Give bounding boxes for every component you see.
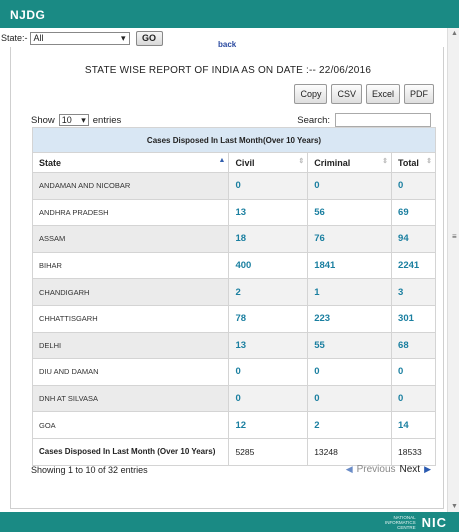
org-name-line: NATIONAL [393, 514, 416, 520]
previous-arrow-icon[interactable]: ◀ [345, 464, 353, 474]
criminal-link[interactable]: 56 [308, 199, 392, 226]
total-link[interactable]: 0 [392, 359, 436, 386]
search-input[interactable] [335, 113, 431, 127]
state-cell: DELHI [33, 332, 229, 359]
entries-length-control [31, 114, 121, 126]
footer-grand-total: 18533 [392, 438, 436, 465]
civil-link[interactable]: 13 [229, 332, 308, 359]
state-cell: DNH AT SILVASA [33, 385, 229, 412]
state-select-value: All [33, 33, 44, 43]
pdf-button[interactable]: PDF [404, 84, 434, 104]
table-row [33, 252, 436, 279]
civil-link[interactable]: 12 [229, 412, 308, 439]
criminal-link[interactable]: 0 [308, 385, 392, 412]
org-name-line: INFORMATICS [384, 519, 416, 525]
civil-link[interactable]: 0 [229, 173, 308, 200]
show-label: Show [31, 114, 55, 126]
excel-button[interactable]: Excel [366, 84, 400, 104]
column-header-state[interactable] [33, 153, 229, 173]
footer-civil-total: 5285 [229, 438, 308, 465]
column-label: Total [398, 157, 419, 168]
table-row [33, 359, 436, 386]
total-link[interactable]: 0 [392, 385, 436, 412]
column-header-total[interactable] [392, 153, 436, 173]
back-link[interactable]: back [218, 40, 237, 49]
next-button[interactable]: Next [399, 464, 421, 475]
civil-link[interactable]: 78 [229, 305, 308, 332]
sort-both-icon: ⇕ [426, 158, 432, 165]
state-select[interactable] [30, 32, 130, 45]
table-row [33, 305, 436, 332]
state-cell: GOA [33, 412, 229, 439]
state-cell: BIHAR [33, 252, 229, 279]
search-label: Search: [297, 114, 330, 126]
report-table [32, 127, 436, 466]
state-cell: DIU AND DAMAN [33, 359, 229, 386]
column-header-criminal[interactable] [308, 153, 392, 173]
criminal-link[interactable]: 1841 [308, 252, 392, 279]
entries-length-select[interactable] [59, 114, 89, 126]
org-name [385, 515, 416, 530]
criminal-link[interactable]: 55 [308, 332, 392, 359]
app-header [0, 0, 459, 28]
vertical-scrollbar[interactable] [447, 28, 459, 512]
state-cell: ASSAM [33, 226, 229, 253]
total-link[interactable]: 94 [392, 226, 436, 253]
footer-criminal-total: 13248 [308, 438, 392, 465]
go-button[interactable]: GO [136, 31, 163, 46]
criminal-link[interactable]: 1 [308, 279, 392, 306]
footer-label: Cases Disposed In Last Month (Over 10 Years) [33, 438, 229, 465]
scroll-up-icon[interactable]: ▲ [451, 30, 458, 37]
pagination [346, 464, 431, 475]
column-header-civil[interactable] [229, 153, 308, 173]
previous-button[interactable]: Previous [356, 464, 396, 475]
civil-link[interactable]: 0 [229, 359, 308, 386]
report-title: STATE WISE REPORT OF INDIA AS ON DATE :-- 22/06/2016 [84, 65, 372, 76]
civil-link[interactable]: 2 [229, 279, 308, 306]
state-label: State:- [1, 33, 28, 43]
criminal-link[interactable]: 223 [308, 305, 392, 332]
total-link[interactable]: 2241 [392, 252, 436, 279]
total-link[interactable]: 69 [392, 199, 436, 226]
column-label: State [39, 157, 62, 168]
total-link[interactable]: 68 [392, 332, 436, 359]
total-link[interactable]: 3 [392, 279, 436, 306]
copy-button[interactable]: Copy [294, 84, 327, 104]
state-cell: CHANDIGARH [33, 279, 229, 306]
total-link[interactable]: 14 [392, 412, 436, 439]
civil-link[interactable]: 18 [229, 226, 308, 253]
chevron-down-icon: ▾ [81, 114, 86, 125]
total-link[interactable]: 0 [392, 173, 436, 200]
sort-both-icon: ⇕ [298, 158, 305, 165]
nic-logo: NIC [421, 514, 447, 530]
page-footer [0, 512, 459, 532]
civil-link[interactable]: 0 [229, 385, 308, 412]
report-panel [10, 47, 444, 509]
entries-label: entries [92, 114, 122, 126]
org-name-line: CENTRE [397, 524, 416, 530]
table-row [33, 199, 436, 226]
csv-button[interactable]: CSV [331, 84, 362, 104]
civil-link[interactable]: 13 [229, 199, 308, 226]
sort-asc-icon: ▲ [218, 157, 226, 164]
state-cell: ANDAMAN AND NICOBAR [33, 173, 229, 200]
table-row [33, 412, 436, 439]
criminal-link[interactable]: 2 [308, 412, 392, 439]
sort-both-icon: ⇕ [382, 158, 389, 165]
scroll-thumb-grip-icon[interactable]: ≡ [452, 232, 457, 241]
total-link[interactable]: 301 [392, 305, 436, 332]
criminal-link[interactable]: 0 [308, 173, 392, 200]
app-title: NJDG [10, 8, 46, 22]
export-buttons [294, 84, 434, 104]
table-row [33, 173, 436, 200]
scroll-down-icon[interactable]: ▼ [451, 503, 458, 510]
state-cell: CHHATTISGARH [33, 305, 229, 332]
chevron-down-icon: ▾ [120, 32, 126, 43]
table-row [33, 279, 436, 306]
column-label: Civil [235, 157, 255, 168]
search-control [297, 113, 431, 127]
group-header: Cases Disposed In Last Month(Over 10 Years) [33, 128, 436, 153]
state-cell: ANDHRA PRADESH [33, 199, 229, 226]
table-row [33, 385, 436, 412]
table-row [33, 332, 436, 359]
criminal-link[interactable]: 0 [308, 359, 392, 386]
next-arrow-icon[interactable]: ▶ [424, 464, 431, 474]
entries-length-value: 10 [61, 115, 72, 125]
civil-link[interactable]: 400 [229, 252, 308, 279]
table-footer-row [33, 438, 436, 465]
column-label: Criminal [314, 157, 351, 168]
pagination-info: Showing 1 to 10 of 32 entries [31, 465, 148, 475]
criminal-link[interactable]: 76 [308, 226, 392, 253]
table-row [33, 226, 436, 253]
